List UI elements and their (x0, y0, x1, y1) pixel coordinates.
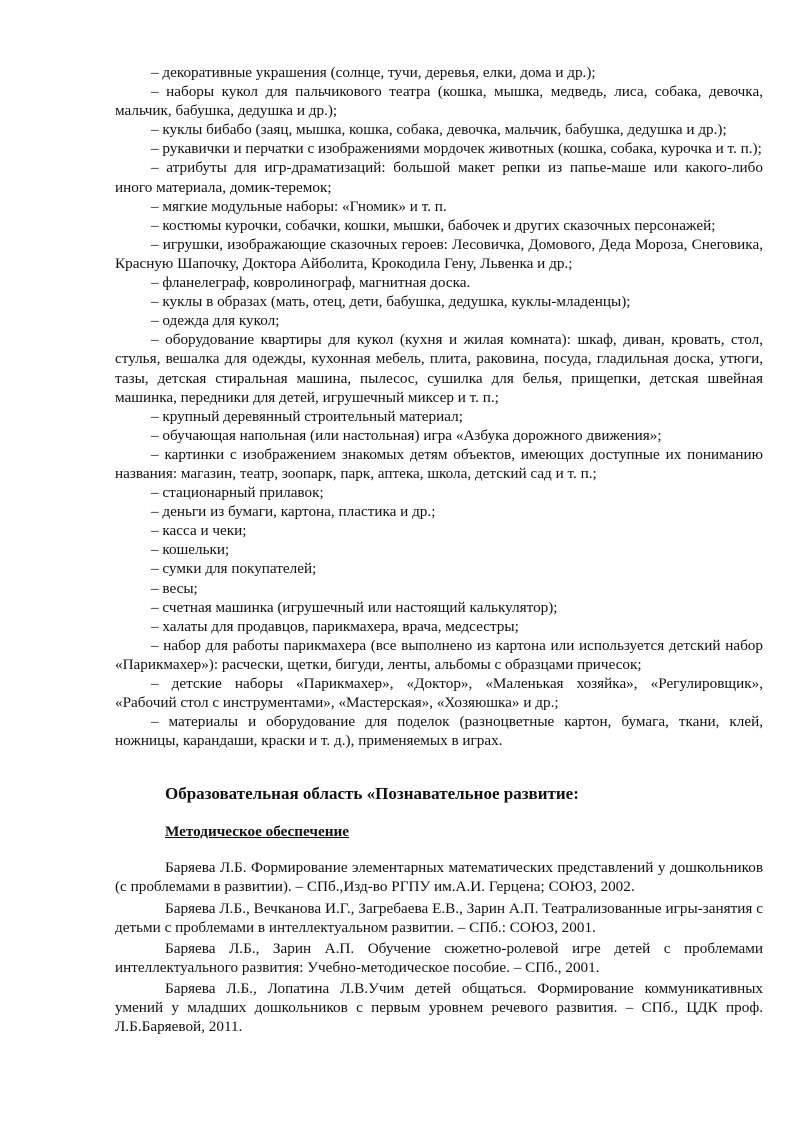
list-item: – куклы в образах (мать, отец, дети, бабушка, дедушка, куклы-младенцы); (151, 293, 631, 311)
list-item: – счетная машинка (игрушечный или настоящий калькулятор); (151, 598, 558, 616)
reference-item: Баряева Л.Б., Лопатина Л.В.Учим детей общаться. Формирование коммуникативных умений у младших дошкольников с первым уровнем речевого развития. – СПб., ЦДК проф. Л.Б.Баряевой, 2011. (115, 979, 763, 1036)
sub-heading: Методическое обеспечение (165, 823, 349, 841)
reference-list (115, 858, 763, 1036)
list-item: – декоративные украшения (солнце, тучи, деревья, елки, дома и др.); (151, 64, 596, 81)
list-item: – касса и чеки; (151, 522, 247, 540)
list-item: – оборудование квартиры для кукол (кухня и жилая комната): шкаф, диван, кровать, стол, стулья, вешалка для одежды, кухонная мебель, плита, раковина, посуда, гладильная доска, утюги, тазы, детская стиральная машина, пылесос, сушилка для белья, прищепки, детская швейная машинка, передники для детей, игрушечный миксер и т. п.; (115, 331, 763, 406)
reference-item: Баряева Л.Б., Вечканова И.Г., Загребаева Е.В., Зарин А.П. Театрализованные игры-занятия с детьми с проблемами в интеллектуальном развитии. – СПб.: СОЮЗ, 2001. (115, 899, 763, 936)
list-item: – кошельки; (151, 541, 230, 559)
list-item: – набор для работы парикмахера (все выполнено из картона или используется детский набор «Парикмахер»): расчески, щетки, бигуди, ленты, альбомы с образцами причесок; (115, 636, 763, 673)
section-heading: Образовательная область «Познавательное развитие: (165, 784, 579, 804)
list-item: – игрушки, изображающие сказочных героев: Лесовичка, Домового, Деда Мороза, Снеговика, Красную Шапочку, Доктора Айболита, Крокодила Гену, Львенка и др.; (115, 235, 763, 272)
list-item: – деньги из бумаги, картона, пластика и др.; (151, 503, 436, 521)
list-item: – атрибуты для игр-драматизаций: большой макет репки из папье-маше или какого-либо иного материала, домик-теремок; (115, 159, 763, 196)
list-item: – обучающая напольная (или настольная) игра «Азбука дорожного движения»; (151, 426, 662, 444)
list-item: – костюмы курочки, собачки, кошки, мышки, бабочек и других сказочных персонажей; (151, 216, 716, 234)
list-item: – весы; (151, 579, 198, 597)
list-item: – фланелеграф, ковролинограф, магнитная доска. (151, 274, 471, 292)
list-item: – стационарный прилавок; (151, 484, 324, 502)
list-item: – халаты для продавцов, парикмахера, врача, медсестры; (151, 617, 519, 635)
list-item: – куклы бибабо (заяц, мышка, кошка, собака, девочка, мальчик, бабушка, дедушка и др.); (151, 121, 727, 139)
reference-item: Баряева Л.Б. Формирование элементарных математических представлений у дошкольников (с проблемами в развитии). – СПб.,Изд-во РГПУ им.А.И. Герцена; СОЮЗ, 2002. (115, 859, 763, 896)
list-item: – сумки для покупателей; (151, 560, 317, 578)
list-item: – рукавички и перчатки с изображениями мордочек животных (кошка, собака, курочка и т. п.); (151, 140, 762, 158)
list-item: – мягкие модульные наборы: «Гномик» и т. п. (151, 197, 447, 215)
list-item: – материалы и оборудование для поделок (разноцветные картон, бумага, ткани, клей, ножницы, карандаши, краски и т. д.), применяемых в играх. (115, 713, 763, 750)
page-content (115, 63, 763, 1036)
list-item: – наборы кукол для пальчикового театра (кошка, мышка, медведь, лиса, собака, девочка, мальчик, бабушка, дедушка и др.); (115, 83, 763, 120)
list-item: – крупный деревянный строительный материал; (151, 407, 463, 425)
reference-item: Баряева Л.Б., Зарин А.П. Обучение сюжетно-ролевой игре детей с проблемами интеллектуального развития: Учебно-методическое пособие. – СПб., 2001. (115, 939, 763, 976)
list-item: – детские наборы «Парикмахер», «Доктор», «Маленькая хозяйка», «Регулировщик», «Рабочий стол с инструментами», «Мастерская», «Хозяюшка» и др.; (115, 675, 763, 712)
list-item: – картинки с изображением знакомых детям объектов, имеющих доступные их пониманию названия: магазин, театр, зоопарк, парк, аптека, школа, детский сад и т. п.; (115, 445, 763, 482)
equipment-list (115, 63, 763, 750)
list-item: – одежда для кукол; (151, 312, 280, 330)
